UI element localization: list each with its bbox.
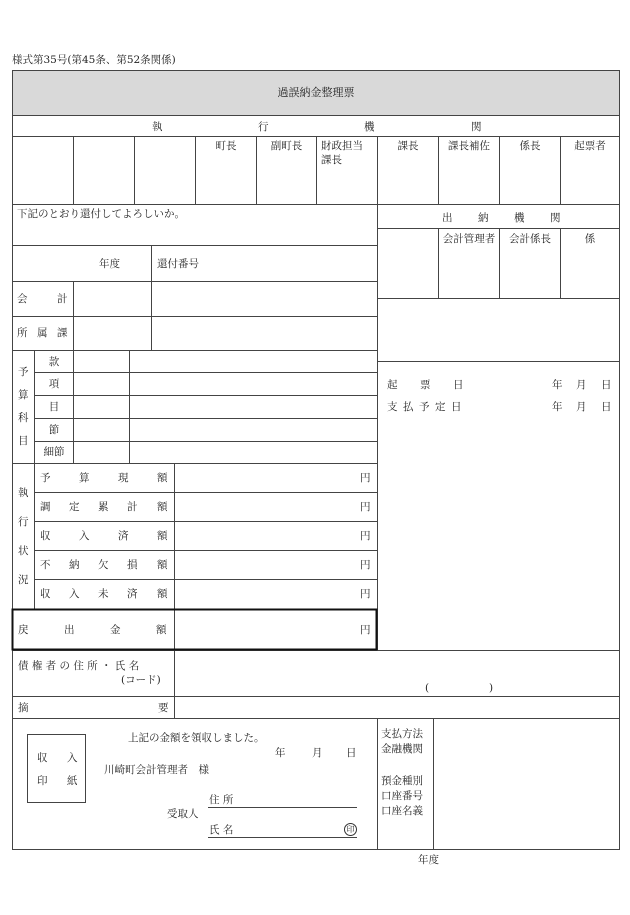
- stamp-box-3: 印: [37, 775, 48, 787]
- status-writeoff-2: 納: [69, 559, 80, 571]
- role-finance-chief-1: 課長: [321, 154, 342, 166]
- exec-status-2: 行: [18, 516, 29, 528]
- refund-amount-1: 戻: [18, 624, 29, 636]
- status-budget-1: 予: [40, 472, 51, 484]
- status-assessed-1: 調: [40, 501, 51, 513]
- budget-subject-2: 算: [18, 389, 29, 401]
- footer-year: 年度: [418, 854, 439, 866]
- budget-item-saisetsu: 細節: [43, 446, 65, 458]
- dept-label-1: 所: [17, 327, 28, 339]
- payment-date-y: 年: [552, 401, 563, 413]
- deposit-type-label: 預金種別: [381, 775, 423, 787]
- payment-date-3: 予: [419, 401, 430, 413]
- receipt-address-label: 住 所: [209, 794, 234, 806]
- refund-amount-2: 出: [64, 624, 75, 636]
- role-section-chief: 課長: [397, 140, 419, 152]
- disb-org-label-1: 出: [442, 212, 453, 224]
- status-budget-2: 算: [79, 472, 90, 484]
- status-received-4: 額: [157, 530, 168, 542]
- disb-org-label-4: 関: [550, 212, 561, 224]
- status-outstanding-4: 済: [127, 588, 138, 600]
- status-budget-4: 額: [157, 472, 168, 484]
- status-received-3: 済: [118, 530, 129, 542]
- receipt-received-text: 上記の金額を領収しました。: [128, 732, 265, 744]
- status-outstanding-3: 未: [98, 588, 109, 600]
- yen-budget: 円: [360, 472, 371, 484]
- payment-date-5: 日: [451, 401, 462, 413]
- bank-label: 金融機関: [381, 743, 423, 755]
- exec-org-label-4: 関: [471, 121, 482, 133]
- payment-date-1: 支: [387, 401, 398, 413]
- receipt-month: 月: [312, 747, 323, 759]
- status-assessed-5: 額: [157, 501, 168, 513]
- status-assessed-2: 定: [69, 501, 80, 513]
- receipt-receiver: 受取人: [167, 808, 199, 820]
- account-label-2: 計: [57, 293, 68, 305]
- status-outstanding-2: 入: [69, 588, 80, 600]
- exec-status-1: 執: [18, 487, 29, 499]
- receipt-day: 日: [346, 747, 357, 759]
- issue-date-d: 日: [601, 379, 612, 391]
- role-accounting-manager: 会計管理者: [442, 233, 496, 245]
- role-subsection-chief: 係長: [519, 140, 541, 152]
- payment-date-2: 払: [403, 401, 414, 413]
- exec-status-3: 状: [18, 545, 29, 557]
- payment-date-d: 日: [601, 401, 612, 413]
- status-outstanding-1: 収: [40, 588, 51, 600]
- refund-amount-3: 金: [110, 624, 121, 636]
- refund-number-label: 還付番号: [157, 258, 199, 270]
- issue-date-1: 起: [387, 379, 398, 391]
- budget-subject-4: 目: [18, 435, 29, 447]
- summary-label-1: 摘: [18, 702, 29, 714]
- status-assessed-3: 累: [98, 501, 109, 513]
- role-drafter: 起票者: [574, 140, 606, 152]
- seal-mark: 印: [344, 823, 357, 836]
- budget-subject-1: 予: [18, 366, 29, 378]
- disb-org-label-2: 納: [478, 212, 489, 224]
- role-finance: 財政担当: [321, 140, 363, 152]
- account-number-label: 口座番号: [381, 790, 423, 802]
- receipt-addressee: 川崎町会計管理者 様: [104, 764, 209, 776]
- status-received-2: 入: [79, 530, 90, 542]
- status-budget-3: 現: [118, 472, 129, 484]
- payment-date-4: 定: [435, 401, 446, 413]
- payment-method-label: 支払方法: [381, 728, 423, 740]
- issue-date-3: 日: [453, 379, 464, 391]
- issue-date-2: 票: [420, 379, 431, 391]
- summary-label-2: 要: [158, 702, 169, 714]
- role-mayor: 町長: [215, 140, 237, 152]
- issue-date-m: 月: [576, 379, 587, 391]
- role-clerk: 係: [584, 233, 596, 245]
- role-accounting-chief: 会計係長: [509, 233, 551, 245]
- status-assessed-4: 計: [127, 501, 138, 513]
- status-outstanding-5: 額: [157, 588, 168, 600]
- budget-item-kan: 款: [48, 356, 60, 368]
- status-writeoff-3: 欠: [98, 559, 109, 571]
- status-writeoff-4: 損: [127, 559, 138, 571]
- fiscal-year-label: 年度: [99, 258, 120, 270]
- issue-date-y: 年: [552, 379, 563, 391]
- budget-item-moku: 目: [48, 401, 60, 413]
- budget-subject-3: 科: [18, 412, 29, 424]
- refund-request-text: 下記のとおり還付してよろしいか。: [17, 208, 185, 220]
- dept-label-3: 課: [57, 327, 68, 339]
- disb-org-label-3: 機: [514, 212, 525, 224]
- yen-writeoff: 円: [360, 559, 371, 571]
- yen-refund: 円: [360, 624, 371, 636]
- form-number: 様式第35号(第45条、第52条関係): [12, 54, 176, 66]
- stamp-box-2: 入: [67, 752, 78, 764]
- receipt-name-label: 氏 名: [209, 824, 234, 836]
- role-deputy-mayor: 副町長: [270, 140, 303, 152]
- stamp-box-4: 紙: [67, 775, 78, 787]
- status-writeoff-1: 不: [40, 559, 51, 571]
- receipt-year: 年: [275, 747, 286, 759]
- creditor-paren-close: ): [489, 682, 494, 694]
- creditor-label: 債 権 者 の 住 所 ・ 氏 名: [18, 660, 140, 672]
- stamp-box-1: 収: [37, 752, 48, 764]
- exec-org-label-2: 行: [258, 121, 269, 133]
- form-title: 過誤納金整理票: [277, 86, 355, 99]
- dept-label-2: 属: [37, 327, 48, 339]
- exec-org-label-1: 執: [152, 121, 163, 133]
- yen-assessed: 円: [360, 501, 371, 513]
- budget-item-kou: 項: [48, 378, 60, 390]
- payment-date-m: 月: [576, 401, 587, 413]
- exec-status-4: 況: [18, 574, 29, 586]
- budget-item-setsu: 節: [48, 424, 60, 436]
- role-assistant-chief: 課長補佐: [448, 140, 490, 152]
- creditor-paren-open: (: [425, 682, 430, 694]
- yen-outstanding: 円: [360, 588, 371, 600]
- yen-received: 円: [360, 530, 371, 542]
- account-name-label: 口座名義: [381, 805, 423, 817]
- refund-amount-4: 額: [156, 624, 167, 636]
- status-writeoff-5: 額: [157, 559, 168, 571]
- account-label-1: 会: [17, 293, 28, 305]
- exec-org-label-3: 機: [364, 121, 375, 133]
- creditor-code: (コード): [121, 674, 161, 686]
- status-received-1: 収: [40, 530, 51, 542]
